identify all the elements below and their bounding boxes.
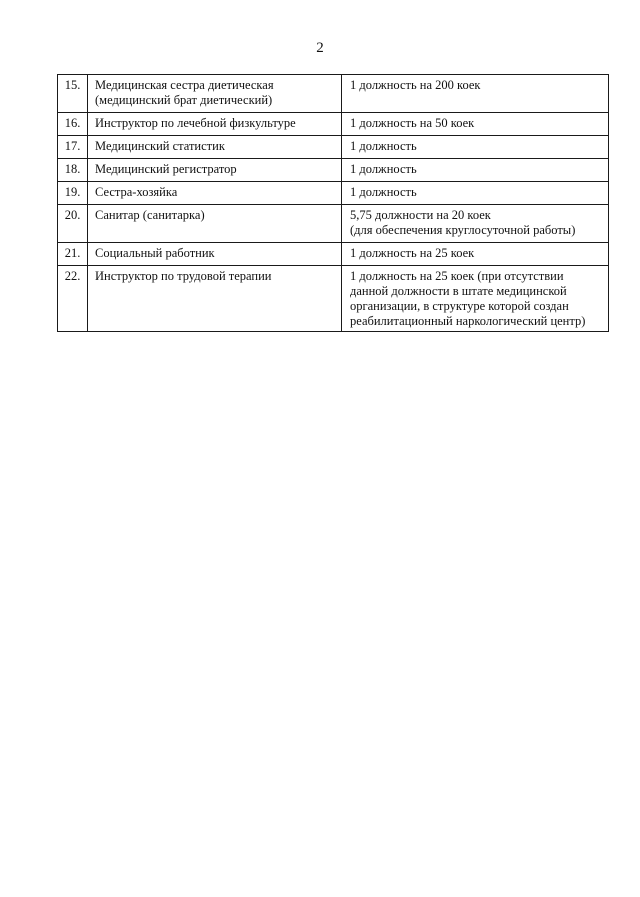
table-row	[58, 113, 609, 136]
table-row	[58, 243, 609, 266]
position-name-line: Медицинский статистик	[95, 139, 225, 153]
row-number: 20.	[58, 205, 88, 243]
page-number: 2	[316, 40, 324, 56]
row-number: 22.	[58, 266, 88, 332]
position-name-line: Сестра-хозяйка	[95, 185, 178, 199]
staffing-norm	[342, 266, 609, 332]
position-name-line: Инструктор по трудовой терапии	[95, 269, 272, 283]
staffing-table	[57, 74, 609, 332]
position-name-line: (медицинский брат диетический)	[95, 93, 273, 107]
staffing-norm	[342, 182, 609, 205]
staffing-norm-line: реабилитационный наркологический центр)	[350, 314, 586, 328]
table-row	[58, 182, 609, 205]
position-name-line: Медицинская сестра диетическая	[95, 78, 274, 92]
staffing-norm-line: 5,75 должности на 20 коек	[350, 208, 491, 222]
staffing-norm-line: 1 должность	[350, 139, 417, 153]
staffing-norm-line: (для обеспечения круглосуточной работы)	[350, 223, 576, 237]
staffing-norm-line: 1 должность на 50 коек	[350, 116, 475, 130]
staffing-norm	[342, 205, 609, 243]
staffing-norm	[342, 75, 609, 113]
position-name	[88, 182, 342, 205]
position-name	[88, 243, 342, 266]
staffing-norm-line: 1 должность на 25 коек (при отсутствии	[350, 269, 564, 283]
row-number: 18.	[58, 159, 88, 182]
position-name	[88, 159, 342, 182]
staffing-norm-line: 1 должность	[350, 162, 417, 176]
table-row	[58, 75, 609, 113]
staffing-norm-line: 1 должность на 200 коек	[350, 78, 481, 92]
position-name-line: Социальный работник	[95, 246, 215, 260]
table-row	[58, 136, 609, 159]
staffing-norm-line: данной должности в штате медицинской	[350, 284, 567, 298]
position-name-line: Медицинский регистратор	[95, 162, 237, 176]
row-number: 15.	[58, 75, 88, 113]
position-name	[88, 75, 342, 113]
position-name-line: Санитар (санитарка)	[95, 208, 205, 222]
table-row	[58, 159, 609, 182]
staffing-norm-line: 1 должность	[350, 185, 417, 199]
staffing-norm	[342, 113, 609, 136]
row-number: 21.	[58, 243, 88, 266]
row-number: 16.	[58, 113, 88, 136]
staffing-norm	[342, 159, 609, 182]
position-name	[88, 205, 342, 243]
row-number: 17.	[58, 136, 88, 159]
staffing-norm-line: организации, в структуре которой создан	[350, 299, 569, 313]
position-name-line: Инструктор по лечебной физкультуре	[95, 116, 296, 130]
table-row	[58, 205, 609, 243]
staffing-norm-line: 1 должность на 25 коек	[350, 246, 475, 260]
staffing-norm	[342, 136, 609, 159]
table-row	[58, 266, 609, 332]
position-name	[88, 266, 342, 332]
position-name	[88, 136, 342, 159]
staffing-norm	[342, 243, 609, 266]
position-name	[88, 113, 342, 136]
row-number: 19.	[58, 182, 88, 205]
